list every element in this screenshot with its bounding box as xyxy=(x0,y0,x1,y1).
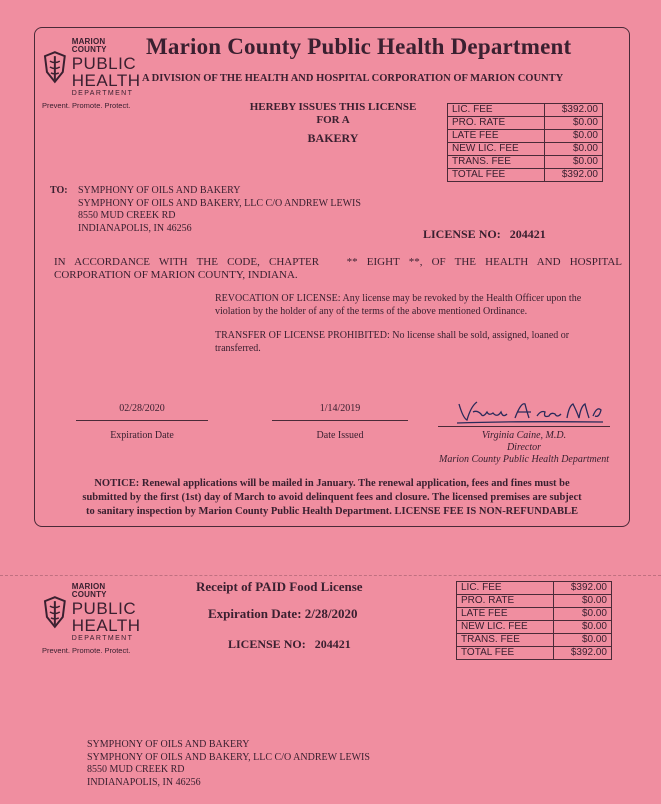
address-line: 8550 MUD CREEK RD xyxy=(87,764,185,775)
renewal-notice xyxy=(46,477,618,519)
health-department-logo xyxy=(42,38,142,110)
license-no-label: LICENSE NO: xyxy=(423,227,501,241)
fee-row xyxy=(457,621,612,634)
receipt-license-no-label: LICENSE NO: xyxy=(228,637,306,651)
notice-line: to sanitary inspection by Marion County Public Health Department. LICENSE FEE IS NON-REFUNDABLE xyxy=(85,506,579,517)
issues-line-1: HEREBY ISSUES THIS LICENSE xyxy=(249,101,417,113)
address-line: 8550 MUD CREEK RD xyxy=(78,210,176,221)
fee-row xyxy=(457,634,612,647)
logo-line-3: HEALTH xyxy=(71,71,141,90)
fee-row xyxy=(448,117,603,130)
receipt-fee-table xyxy=(456,581,612,660)
fee-label: LIC. FEE xyxy=(457,582,554,595)
fee-label: NEW LIC. FEE xyxy=(448,143,545,156)
fee-label: TRANS. FEE xyxy=(457,634,554,647)
receipt-address-block xyxy=(87,739,370,789)
address-line: SYMPHONY OF OILS AND BAKERY xyxy=(87,739,250,750)
fee-row xyxy=(448,130,603,143)
fee-amount: $392.00 xyxy=(554,582,612,595)
caduceus-icon xyxy=(42,595,68,631)
to-label: TO: xyxy=(50,185,68,196)
receipt-logo xyxy=(42,583,142,655)
license-number xyxy=(423,227,546,242)
notice-line: submitted by the first (1st) day of March to avoid delinquent fees and closure. The licensed premises are subject xyxy=(82,492,582,503)
revocation-line: violation by the holder of any of the terms of the above mentioned Ordinance. xyxy=(215,305,528,317)
fee-amount: $0.00 xyxy=(554,595,612,608)
address-line: INDIANAPOLIS, IN 46256 xyxy=(78,222,192,234)
fee-amount: $0.00 xyxy=(545,117,603,130)
page-title: Marion County Public Health Department xyxy=(146,34,572,59)
license-no-value: 204421 xyxy=(509,227,546,241)
fee-label: LIC. FEE xyxy=(448,104,545,117)
fee-label: LATE FEE xyxy=(448,130,545,143)
fee-row xyxy=(448,156,603,169)
accordance-line-2: CORPORATION OF MARION COUNTY, INDIANA. xyxy=(54,269,298,281)
receipt-license-number xyxy=(228,637,351,652)
logo-line-2: PUBLIC xyxy=(71,599,137,618)
caduceus-icon xyxy=(42,50,68,86)
fee-label: TRANS. FEE xyxy=(448,156,545,169)
fee-row xyxy=(448,143,603,156)
address-line: SYMPHONY OF OILS AND BAKERY xyxy=(78,185,241,196)
logo-line-3: HEALTH xyxy=(71,616,141,635)
accordance-line-1: IN ACCORDANCE WITH THE CODE, CHAPTER ** EIGHT **, OF THE HEALTH AND HOSPITAL xyxy=(54,256,622,268)
fee-amount: $0.00 xyxy=(545,143,603,156)
fee-label: TOTAL FEE xyxy=(457,647,554,660)
fee-amount: $0.00 xyxy=(545,156,603,169)
fee-label: NEW LIC. FEE xyxy=(457,621,554,634)
fee-amount: $0.00 xyxy=(554,634,612,647)
receipt-title: Receipt of PAID Food License xyxy=(196,579,363,594)
fee-row xyxy=(448,104,603,117)
logo-line-1: MARION COUNTY xyxy=(71,582,107,599)
revocation-line: REVOCATION OF LICENSE: Any license may be revoked by the Health Officer upon the xyxy=(215,293,582,304)
expiration-date-line xyxy=(76,420,208,421)
logo-line-1: MARION COUNTY xyxy=(71,37,107,54)
expiration-date-label: Expiration Date xyxy=(110,430,174,441)
date-issued-label: Date Issued xyxy=(316,430,364,441)
director-name: Virginia Caine, M.D. xyxy=(481,430,567,441)
notice-line: NOTICE: Renewal applications will be mailed in January. The renewal application, fees and fines must be xyxy=(94,478,570,489)
fee-row xyxy=(457,595,612,608)
fee-label: TOTAL FEE xyxy=(448,169,545,182)
fee-row xyxy=(457,647,612,660)
fee-amount: $0.00 xyxy=(554,608,612,621)
revocation-text xyxy=(215,293,581,318)
fee-label: LATE FEE xyxy=(457,608,554,621)
fee-amount: $0.00 xyxy=(545,130,603,143)
receipt-license-no-value: 204421 xyxy=(314,637,351,651)
fee-row xyxy=(457,582,612,595)
address-line: SYMPHONY OF OILS AND BAKERY, LLC C/O ANDREW LEWIS xyxy=(78,197,361,209)
receipt-expiration: Expiration Date: 2/28/2020 xyxy=(208,606,358,621)
issues-line-2: FOR A xyxy=(316,114,350,126)
address-line: SYMPHONY OF OILS AND BAKERY, LLC C/O ANDREW LEWIS xyxy=(87,751,370,763)
fee-amount: $392.00 xyxy=(545,169,603,182)
transfer-line: transferred. xyxy=(215,342,261,354)
page-subtitle: A DIVISION OF THE HEALTH AND HOSPITAL CORPORATION OF MARION COUNTY xyxy=(142,73,564,84)
fee-label: PRO. RATE xyxy=(448,117,545,130)
address-line: INDIANAPOLIS, IN 46256 xyxy=(87,776,201,788)
address-block xyxy=(78,185,361,235)
fee-amount: $0.00 xyxy=(554,621,612,634)
director-org: Marion County Public Health Department xyxy=(439,454,609,465)
fee-table xyxy=(447,103,603,182)
fee-label: PRO. RATE xyxy=(457,595,554,608)
director-title: Director xyxy=(506,442,542,453)
signature-line xyxy=(438,426,610,427)
date-issued-value: 1/14/2019 xyxy=(319,403,361,414)
perforation-line xyxy=(0,575,661,576)
expiration-date-value: 02/28/2020 xyxy=(119,403,165,414)
logo-line-4: DEPARTMENT xyxy=(71,90,134,97)
logo-tagline: Prevent. Promote. Protect. xyxy=(42,646,131,655)
director-signature xyxy=(455,398,605,426)
director-block xyxy=(430,430,618,466)
logo-line-2: PUBLIC xyxy=(71,54,137,73)
transfer-line: TRANSFER OF LICENSE PROHIBITED: No license shall be sold, assigned, loaned or xyxy=(215,330,570,341)
fee-amount: $392.00 xyxy=(545,104,603,117)
fee-row xyxy=(457,608,612,621)
fee-amount: $392.00 xyxy=(554,647,612,660)
license-type: BAKERY xyxy=(307,131,359,145)
fee-row xyxy=(448,169,603,182)
logo-line-4: DEPARTMENT xyxy=(71,635,134,642)
date-issued-line xyxy=(272,420,408,421)
transfer-text xyxy=(215,330,569,355)
logo-tagline: Prevent. Promote. Protect. xyxy=(42,101,131,110)
